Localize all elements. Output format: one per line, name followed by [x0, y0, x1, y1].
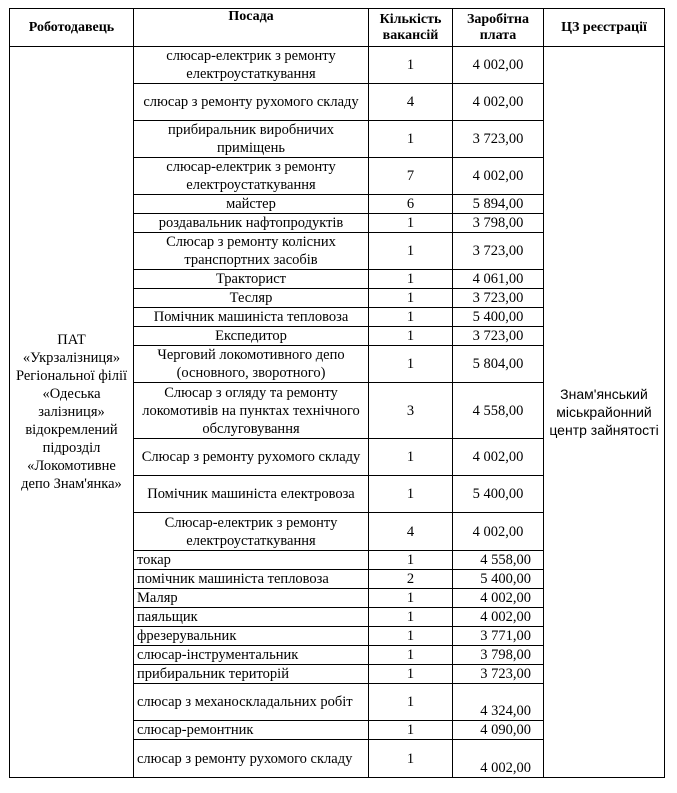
count-cell: 1: [369, 47, 453, 84]
position-cell: Слюсар з ремонту рухомого складу: [134, 439, 369, 476]
position-cell: слюсар з механоскладальних робіт: [134, 684, 369, 721]
salary-cell: 4 002,00: [453, 513, 544, 551]
salary-cell: 4 558,00: [453, 383, 544, 439]
count-cell: 2: [369, 570, 453, 589]
position-cell: слюсар-електрик з ремонту електроустаткування: [134, 158, 369, 195]
salary-cell: 4 002,00: [453, 608, 544, 627]
count-cell: 1: [369, 740, 453, 778]
position-cell: слюсар-електрик з ремонту електроустаткування: [134, 47, 369, 84]
salary-cell: 3 798,00: [453, 214, 544, 233]
count-cell: 1: [369, 665, 453, 684]
position-cell: фрезерувальник: [134, 627, 369, 646]
position-cell: Помічник машиніста тепловоза: [134, 308, 369, 327]
position-cell: Слюсар з ремонту колісних транспортних засобів: [134, 233, 369, 270]
salary-cell: 4 090,00: [453, 721, 544, 740]
count-cell: 1: [369, 121, 453, 158]
count-cell: 1: [369, 684, 453, 721]
position-cell: майстер: [134, 195, 369, 214]
position-cell: прибиральник територій: [134, 665, 369, 684]
count-cell: 1: [369, 439, 453, 476]
count-cell: 1: [369, 627, 453, 646]
salary-cell: 4 002,00: [453, 84, 544, 121]
count-cell: 1: [369, 721, 453, 740]
salary-cell: 3 723,00: [453, 121, 544, 158]
count-cell: 1: [369, 233, 453, 270]
count-cell: 1: [369, 289, 453, 308]
salary-cell: 5 804,00: [453, 346, 544, 383]
position-cell: Тракторист: [134, 270, 369, 289]
position-cell: Тесляр: [134, 289, 369, 308]
header-salary: Заробітна плата: [453, 9, 544, 47]
count-cell: 1: [369, 308, 453, 327]
count-cell: 4: [369, 513, 453, 551]
count-cell: 6: [369, 195, 453, 214]
salary-cell: 4 061,00: [453, 270, 544, 289]
header-count: Кількість вакансій: [369, 9, 453, 47]
center-cell: Знам'янський міськрайонний центр зайнятості: [544, 47, 665, 778]
count-cell: 1: [369, 270, 453, 289]
position-cell: прибиральник виробничих приміщень: [134, 121, 369, 158]
salary-cell: 3 723,00: [453, 665, 544, 684]
salary-cell: 5 400,00: [453, 308, 544, 327]
position-cell: слюсар з ремонту рухомого складу: [134, 740, 369, 778]
position-cell: паяльщик: [134, 608, 369, 627]
header-employer: Роботодавець: [10, 9, 134, 47]
position-cell: Черговий локомотивного депо (основного, зворотного): [134, 346, 369, 383]
salary-cell: 4 324,00: [453, 684, 544, 721]
count-cell: 1: [369, 608, 453, 627]
salary-cell: 5 400,00: [453, 476, 544, 513]
header-center: ЦЗ реєстрації: [544, 9, 665, 47]
position-cell: Слюсар з огляду та ремонту локомотивів на пунктах технічного обслуговування: [134, 383, 369, 439]
header-position: Посада: [134, 9, 369, 47]
salary-cell: 3 771,00: [453, 627, 544, 646]
count-cell: 3: [369, 383, 453, 439]
salary-cell: 4 002,00: [453, 47, 544, 84]
salary-cell: 4 558,00: [453, 551, 544, 570]
salary-cell: 4 002,00: [453, 439, 544, 476]
position-cell: слюсар з ремонту рухомого складу: [134, 84, 369, 121]
count-cell: 4: [369, 84, 453, 121]
position-cell: помічник машиніста тепловоза: [134, 570, 369, 589]
salary-cell: 3 798,00: [453, 646, 544, 665]
position-cell: Помічник машиніста електровоза: [134, 476, 369, 513]
count-cell: 1: [369, 327, 453, 346]
salary-cell: 4 002,00: [453, 589, 544, 608]
salary-cell: 4 002,00: [453, 740, 544, 778]
vacancies-table: [9, 8, 665, 778]
salary-cell: 5 400,00: [453, 570, 544, 589]
position-cell: токар: [134, 551, 369, 570]
count-cell: 1: [369, 214, 453, 233]
table-row: [10, 47, 665, 84]
position-cell: Маляр: [134, 589, 369, 608]
count-cell: 1: [369, 646, 453, 665]
position-cell: Експедитор: [134, 327, 369, 346]
salary-cell: 4 002,00: [453, 158, 544, 195]
position-cell: Слюсар-електрик з ремонту електроустаткування: [134, 513, 369, 551]
count-cell: 7: [369, 158, 453, 195]
count-cell: 1: [369, 589, 453, 608]
position-cell: роздавальник нафтопродуктів: [134, 214, 369, 233]
position-cell: слюсар-інструментальник: [134, 646, 369, 665]
salary-cell: 3 723,00: [453, 327, 544, 346]
table-body: [10, 47, 665, 778]
salary-cell: 5 894,00: [453, 195, 544, 214]
table-header-row: [10, 9, 665, 47]
count-cell: 1: [369, 551, 453, 570]
employer-cell: ПАТ «Укрзалізниця» Регіональної філії «Одеська залізниця» відокремлений підрозділ «Локомотивне депо Знам'янка»: [10, 47, 134, 778]
salary-cell: 3 723,00: [453, 233, 544, 270]
position-cell: слюсар-ремонтник: [134, 721, 369, 740]
count-cell: 1: [369, 346, 453, 383]
salary-cell: 3 723,00: [453, 289, 544, 308]
count-cell: 1: [369, 476, 453, 513]
